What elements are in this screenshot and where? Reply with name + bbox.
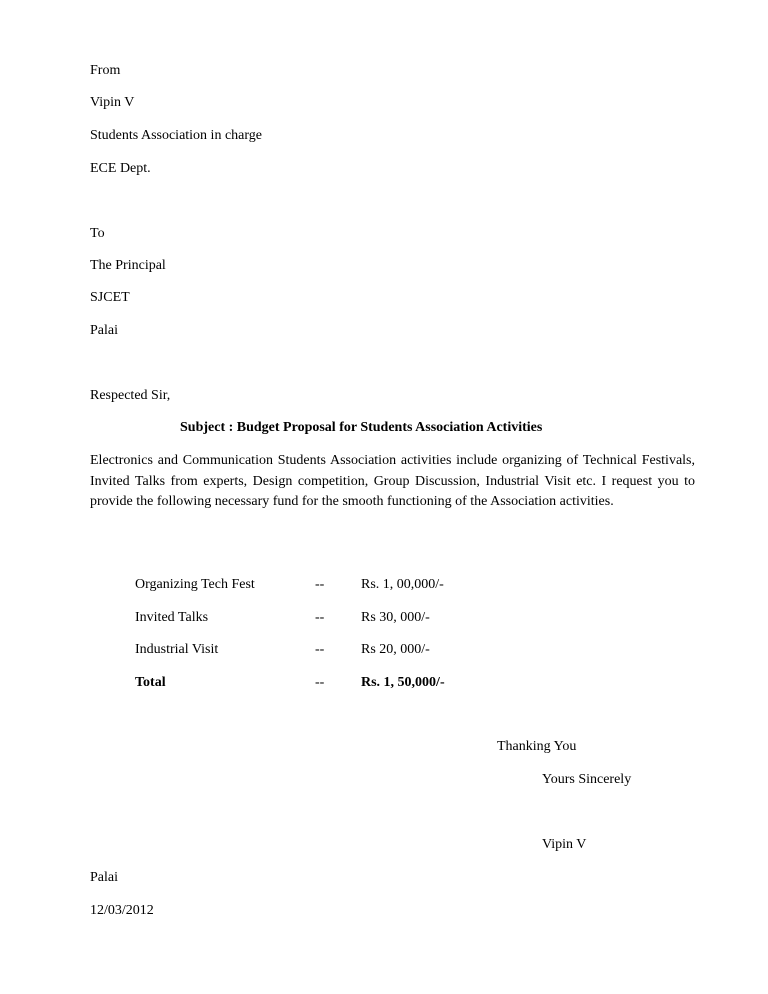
thanks-line: Thanking You	[497, 739, 577, 754]
budget-separator: --	[315, 610, 325, 625]
body-paragraph: Electronics and Communication Students Association activities include organizing of Technical Festivals, Invited Talks from experts, Design competition, Group Discussion, Industrial Visit etc. I request you to provide the following necessary fund for the smooth functioning of the Association activities.	[90, 453, 695, 509]
budget-item-amount: Rs 20, 000/-	[361, 642, 430, 657]
sender-designation: Students Association in charge	[90, 128, 262, 143]
budget-total-label: Total	[135, 675, 166, 690]
from-label: From	[90, 63, 121, 78]
sender-department: ECE Dept.	[90, 161, 151, 176]
budget-separator: --	[315, 675, 325, 690]
recipient-title: The Principal	[90, 258, 166, 273]
recipient-institution: SJCET	[90, 290, 130, 305]
budget-total-amount: Rs. 1, 50,000/-	[361, 675, 445, 690]
budget-separator: --	[315, 577, 325, 592]
sender-name: Vipin V	[90, 95, 135, 110]
sign-off: Yours Sincerely	[542, 772, 632, 787]
budget-item-amount: Rs 30, 000/-	[361, 610, 430, 625]
budget-item-label: Invited Talks	[135, 610, 209, 625]
subject-line: Subject : Budget Proposal for Students Association Activities	[180, 420, 543, 435]
budget-item-label: Organizing Tech Fest	[135, 577, 255, 592]
to-label: To	[90, 226, 105, 241]
recipient-place: Palai	[90, 323, 118, 338]
footer-place: Palai	[90, 870, 118, 885]
budget-separator: --	[315, 642, 325, 657]
budget-item-label: Industrial Visit	[135, 642, 219, 657]
budget-item-amount: Rs. 1, 00,000/-	[361, 577, 444, 592]
signature-name: Vipin V	[542, 837, 587, 852]
footer-date: 12/03/2012	[90, 903, 154, 918]
salutation: Respected Sir,	[90, 388, 171, 403]
